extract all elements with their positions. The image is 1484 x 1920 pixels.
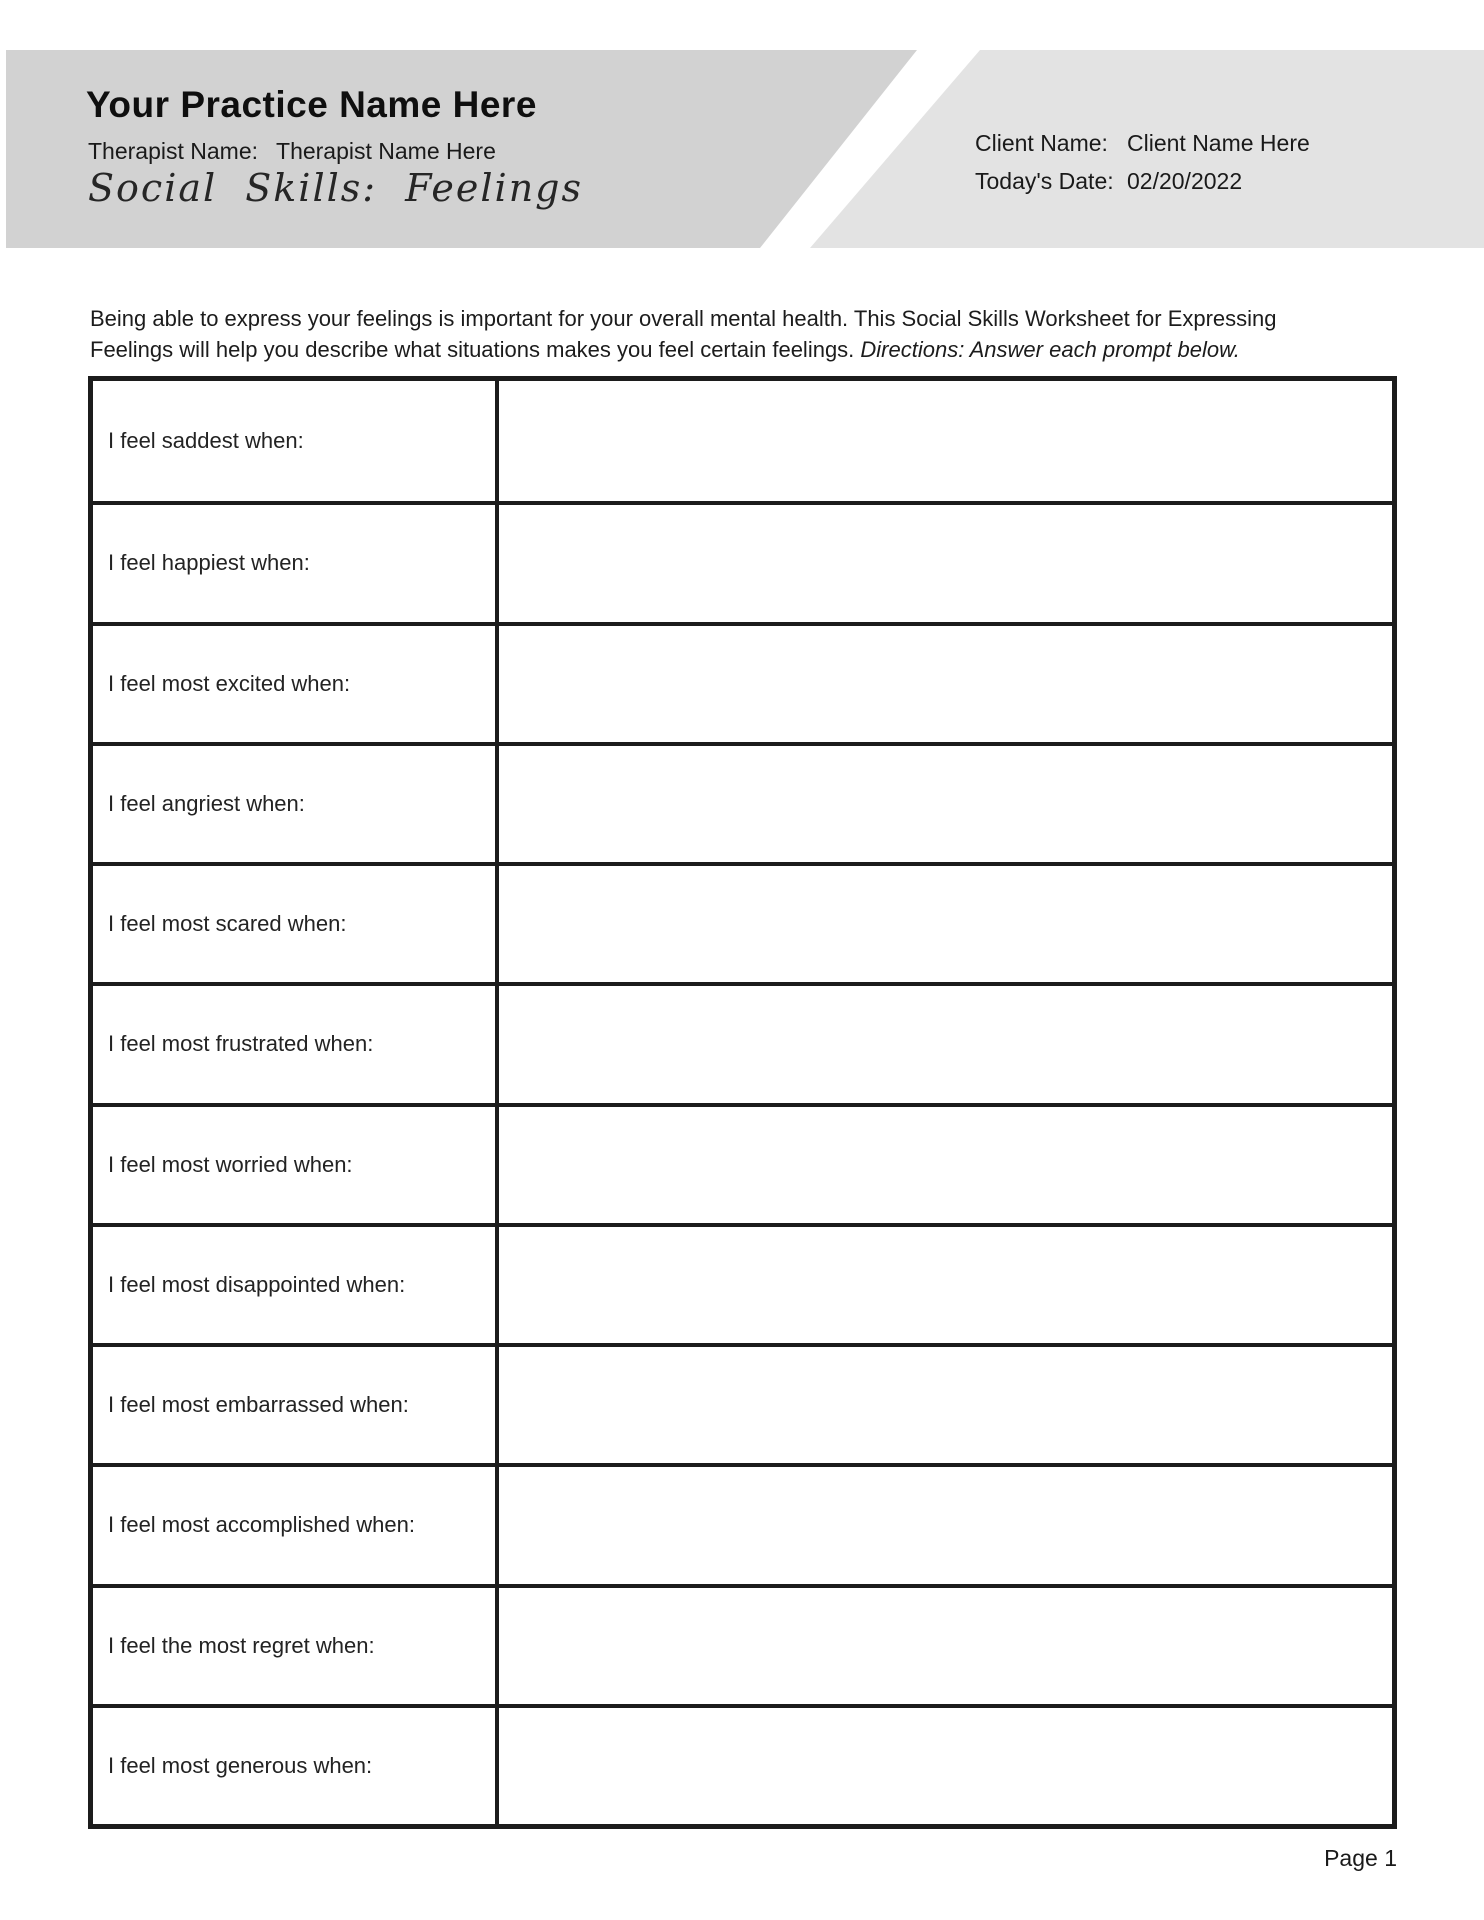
- therapist-name-line: [88, 138, 496, 165]
- practice-name-title: Your Practice Name Here: [86, 84, 537, 125]
- answer-cell[interactable]: [499, 1343, 1392, 1463]
- client-name-value: Client Name Here: [1127, 130, 1310, 156]
- prompt-cell: I feel the most regret when:: [93, 1584, 499, 1704]
- answer-cell[interactable]: [499, 1584, 1392, 1704]
- prompt-cell: I feel most embarrassed when:: [93, 1343, 499, 1463]
- prompts-table: [88, 376, 1397, 1829]
- client-name-row: [975, 124, 1310, 162]
- prompt-cell: I feel most disappointed when:: [93, 1223, 499, 1343]
- page-number: Page 1: [1324, 1845, 1397, 1871]
- answer-cell[interactable]: [499, 862, 1392, 982]
- prompt-cell: I feel angriest when:: [93, 742, 499, 862]
- header-band: [0, 50, 1484, 248]
- therapist-name-label: Therapist Name:: [88, 138, 259, 164]
- intro-line-2: Feelings will help you describe what situations makes you feel certain feelings.: [90, 337, 861, 362]
- date-row: [975, 162, 1310, 200]
- intro-line-1: Being able to express your feelings is important for your overall mental health. This Social Skills Worksheet for Expressing: [90, 306, 1277, 331]
- answer-cell[interactable]: [499, 501, 1392, 621]
- prompt-cell: I feel most accomplished when:: [93, 1463, 499, 1583]
- answer-cell[interactable]: [499, 381, 1392, 501]
- prompt-cell: I feel most frustrated when:: [93, 982, 499, 1102]
- client-info-block: [975, 124, 1310, 200]
- date-label: Today's Date:: [975, 168, 1114, 194]
- therapist-name-value: Therapist Name Here: [276, 138, 496, 164]
- prompt-cell: I feel happiest when:: [93, 501, 499, 621]
- answer-cell[interactable]: [499, 1704, 1392, 1824]
- date-value: 02/20/2022: [1127, 168, 1243, 194]
- prompt-cell: I feel saddest when:: [93, 381, 499, 501]
- worksheet-title: Social Skills: Feelings: [88, 166, 584, 210]
- answer-cell[interactable]: [499, 1223, 1392, 1343]
- answer-cell[interactable]: [499, 622, 1392, 742]
- prompt-cell: I feel most excited when:: [93, 622, 499, 742]
- answer-cell[interactable]: [499, 742, 1392, 862]
- answer-cell[interactable]: [499, 1463, 1392, 1583]
- answer-cell[interactable]: [499, 982, 1392, 1102]
- prompt-cell: I feel most generous when:: [93, 1704, 499, 1824]
- prompt-cell: I feel most worried when:: [93, 1103, 499, 1223]
- intro-directions: Directions: Answer each prompt below.: [860, 337, 1240, 362]
- intro-paragraph: [90, 303, 1420, 365]
- prompt-cell: I feel most scared when:: [93, 862, 499, 982]
- answer-cell[interactable]: [499, 1103, 1392, 1223]
- client-name-label: Client Name:: [975, 130, 1108, 156]
